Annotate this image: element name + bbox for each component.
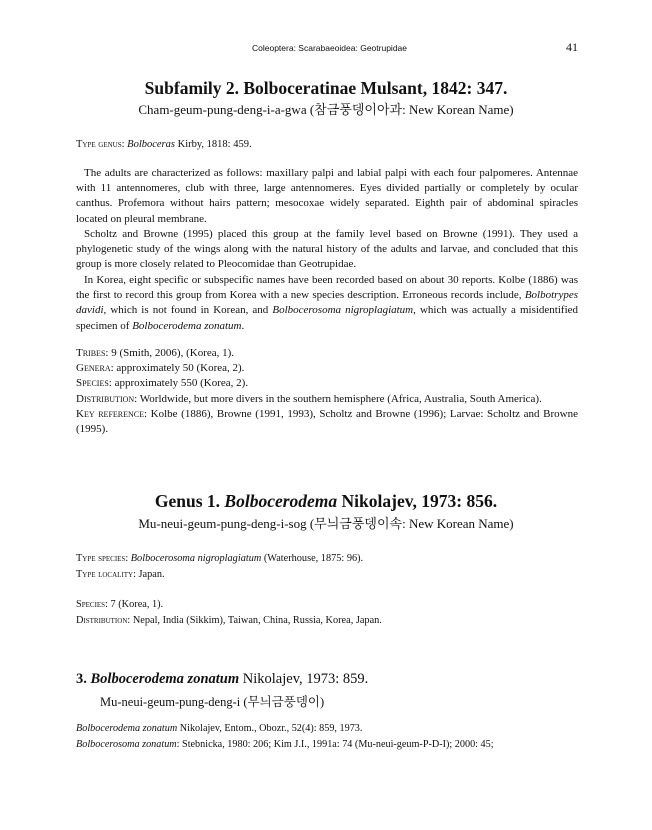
tribes-line: Tribes: 9 (Smith, 2006), (Korea, 1). <box>76 347 235 359</box>
species-heading: 3. Bolbocerodema zonatum Nikolajev, 1973: 859. <box>76 671 369 687</box>
genus-species-info <box>76 597 578 629</box>
type-genus-name: Bolboceras <box>127 139 175 150</box>
description-paragraph: The adults are characterized as follows: maxillary palpi and labial palpi with each four palpomeres. Antennae with 11 antennomeres, club with three, large antennomeres. Eyes divided partially or completely by ocular canthus. Profemora without hairs pattern; mesocoxae widely separated. Eighth pair of abdominal spiracles located on pleural membrane. <box>76 167 578 225</box>
phylogeny-paragraph: Scholtz and Browne (1995) placed this group at the family level based on Browne (1991). They used a phylogenetic study of the wings along with the natural history of the adults and larvae, and concluded that this group is more closely related to Pleocomidae than Geotrupidae. <box>76 228 578 271</box>
genera-line: Genera: approximately 50 (Korea, 2). <box>76 362 245 375</box>
synonym-line: Bolbocerosoma zonatum: Stebnicka, 1980: 206; Kim J.I., 1991a: 74 (Mu-neui-geum-P-D-I); 2000: 45; <box>76 739 494 750</box>
genus-distribution-line: Distribution: Nepal, India (Sikkim), Taiwan, China, Russia, Korea, Japan. <box>76 615 382 626</box>
genus-type-info <box>76 551 578 583</box>
subfamily-stats <box>76 346 578 437</box>
subfamily-title: Subfamily 2. Bolboceratinae Mulsant, 1842: 347. <box>144 78 508 98</box>
genus-korean-name: Mu-neui-geum-pung-deng-i-sog (무늬금풍뎅이속: New Korean Name) <box>138 516 514 531</box>
subfamily-korean-name: Cham-geum-pung-deng-i-a-gwa (참금풍뎅이아과: New Korean Name) <box>138 102 514 117</box>
distribution-line: Distribution: Worldwide, but more divers in the southern hemisphere (Africa, Australia, South America). <box>76 392 542 405</box>
genus-title: Genus 1. Bolbocerodema Nikolajev, 1973: 856. <box>154 491 498 511</box>
type-genus: Type genus: Bolboceras Kirby, 1818: 459. <box>76 139 252 150</box>
korea-records-paragraph: In Korea, eight specific or subspecific names have been recorded based on about 30 reports. Kolbe (1886) was the first to record this group from Korea with a new species description. Erroneous records include, Bolbotrypes davidi, which is not found in Korean, and Bolbocerosoma nigroplagiatum, which was actually a misidentified specimen of Bolbocerodema zonatum. <box>76 274 579 332</box>
type-locality-line: Type locality: Japan. <box>76 569 165 580</box>
species-korean-name: Mu-neui-geum-pung-deng-i (무늬금풍뎅이) <box>100 695 325 709</box>
key-reference-line: Key reference: Kolbe (1886), Browne (1991, 1993), Scholtz and Browne (1996); Larvae: Scholtz and Browne (1995). <box>76 407 578 436</box>
running-title: Coleoptera: Scarabaeoidea: Geotrupidae <box>252 43 407 53</box>
species-synonyms <box>76 721 578 753</box>
synonym-line: Bolbocerodema zonatum Nikolajev, Entom., Obozr., 52(4): 859, 1973. <box>76 723 363 734</box>
page-number: 41 <box>566 40 578 54</box>
species-line: Species: approximately 550 (Korea, 2). <box>76 377 249 390</box>
genus-species-line: Species: 7 (Korea, 1). <box>76 599 164 610</box>
type-species-line: Type species: Bolbocerosoma nigroplagiatum (Waterhouse, 1875: 96). <box>76 553 364 564</box>
type-genus-label: Type genus <box>76 139 122 150</box>
